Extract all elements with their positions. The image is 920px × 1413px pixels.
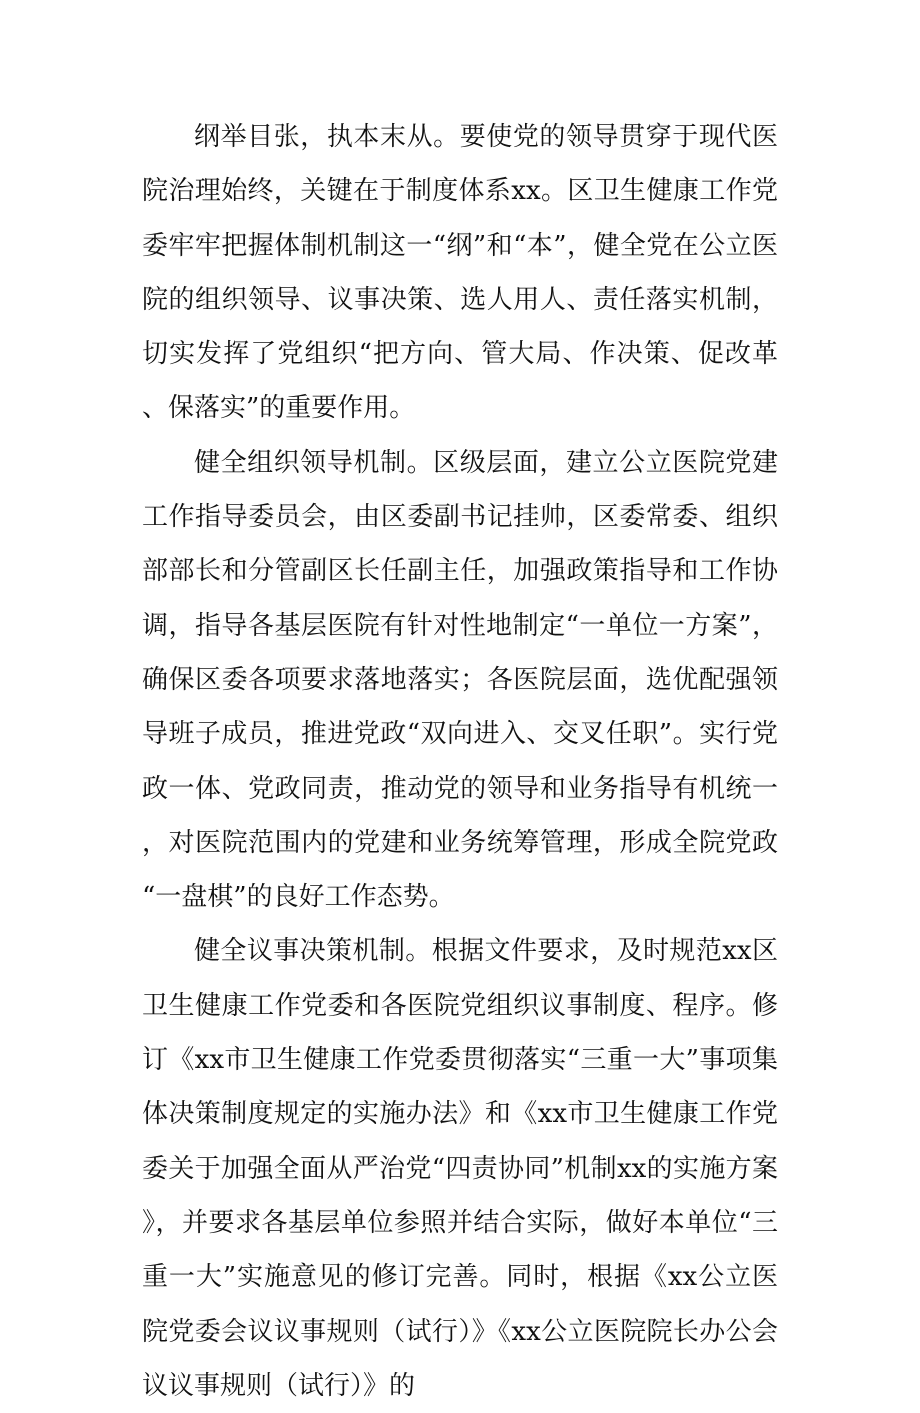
document-body bbox=[142, 110, 778, 1413]
paragraph-2: 健全组织领导机制。区级层面，建立公立医院党建工作指导委员会，由区委副书记挂帅，区委常委、组织部部长和分管副区长任副主任，加强政策指导和工作协调，指导各基层医院有针对性地制定“一单位一方案”，确保区委各项要求落地落实；各医院层面，选优配强领导班子成员，推进党政“双向进入、交叉任职”。实行党政一体、党政同责，推动党的领导和业务指导有机统一，对医院范围内的党建和业务统筹管理，形成全院党政“一盘棋”的良好工作态势。 bbox=[142, 447, 778, 913]
paragraph-1: 纲举目张，执本末从。要使党的领导贯穿于现代医院治理始终，关键在于制度体系xx。区卫生健康工作党委牢牢把握体制机制这一“纲”和“本”，健全党在公立医院的组织领导、议事决策、选人用人、责任落实机制，切实发挥了党组织“把方向、管大局、作决策、促改革、保落实”的重要作用。 bbox=[142, 122, 778, 424]
paragraph-3: 健全议事决策机制。根据文件要求，及时规范xx区卫生健康工作党委和各医院党组织议事制度、程序。修订《xx市卫生健康工作党委贯彻落实“三重一大”事项集体决策制度规定的实施办法》和《xx市卫生健康工作党委关于加强全面从严治党“四责协同”机制xx的实施方案》，并要求各基层单位参照并结合实际，做好本单位“三重一大”实施意见的修订完善。同时，根据《xx公立医院党委会议议事规则（试行）》《xx公立医院院长办公会议议事规则（试行）》的 bbox=[142, 936, 778, 1401]
